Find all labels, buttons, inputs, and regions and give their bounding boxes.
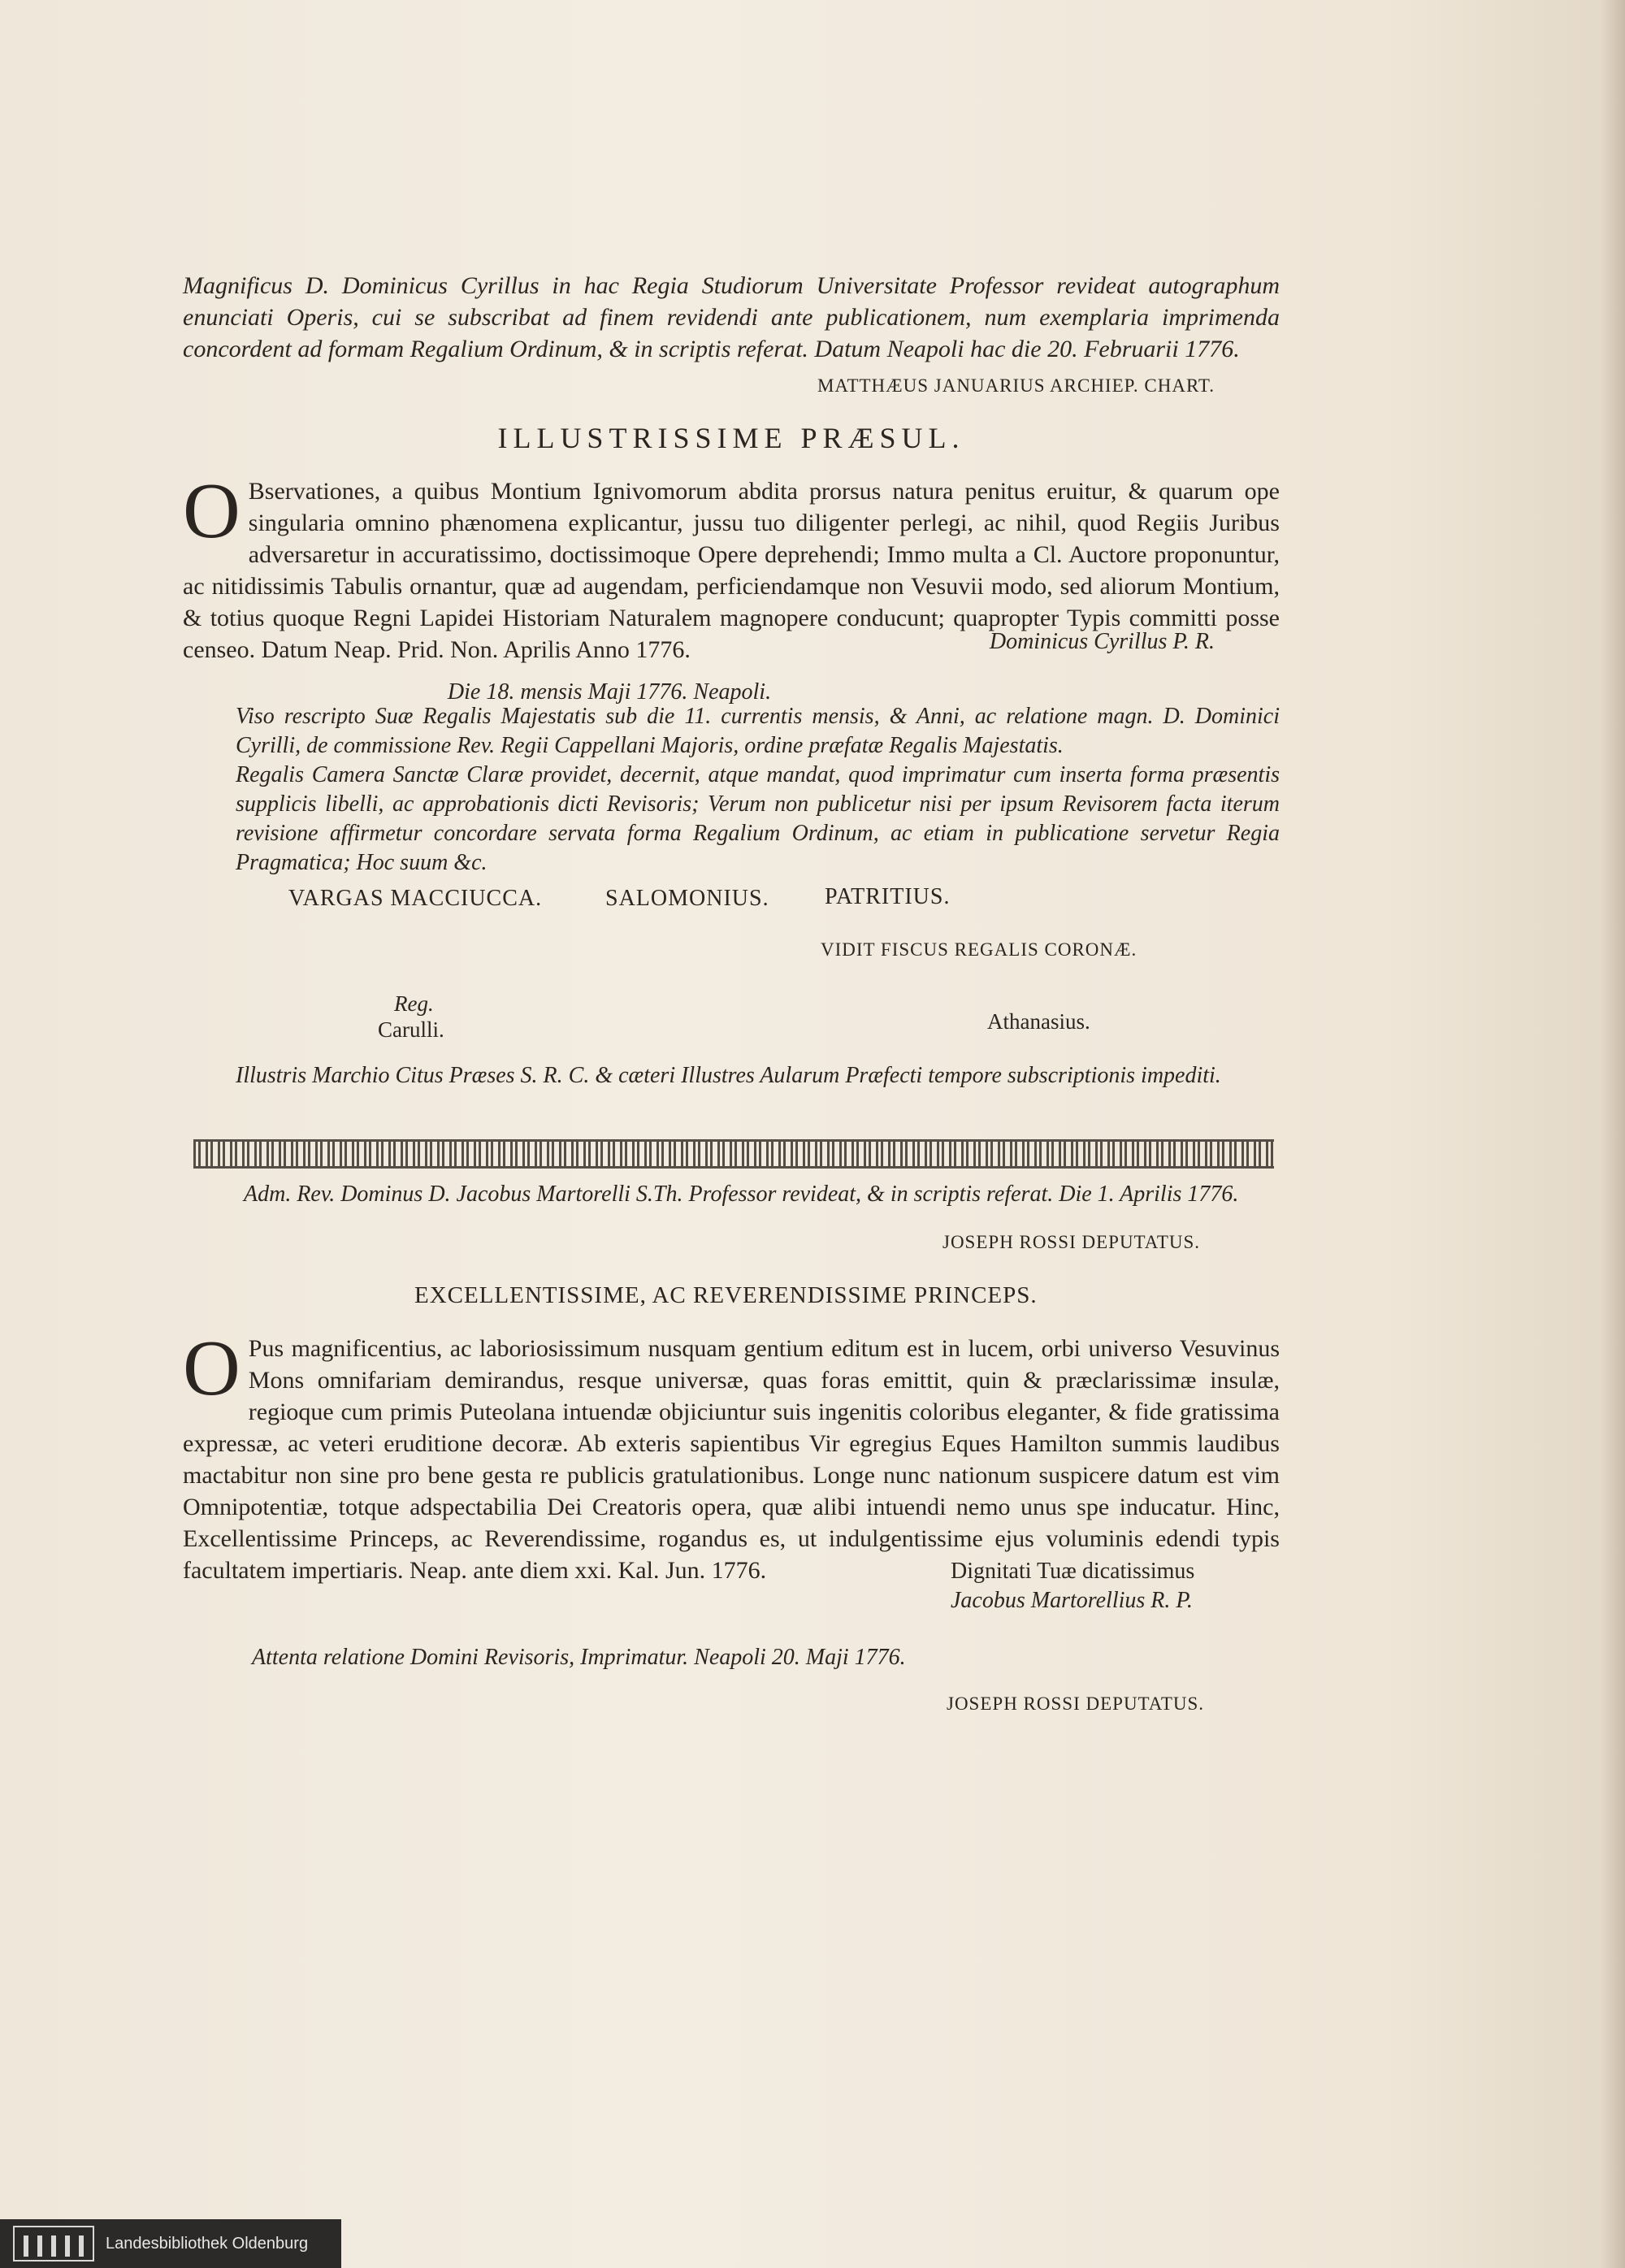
fiscus-signature: VIDIT FISCUS REGALIS CORONÆ. xyxy=(821,939,1138,960)
decree-para2 xyxy=(236,761,1280,878)
approval1-heading: ILLUSTRISSIME PRÆSUL. xyxy=(497,422,965,454)
athanasius-signature: Athanasius. xyxy=(987,1009,1090,1034)
library-name: Landesbibliothek Oldenburg xyxy=(106,2234,309,2253)
final-imprimatur: Attenta relatione Domini Revisoris, Imprimatur. Neapoli 20. Maji 1776. xyxy=(252,1645,906,1670)
library-footer-bar xyxy=(0,2219,341,2268)
approval2-closing: Dignitati Tuæ dicatissimus xyxy=(951,1559,1195,1584)
imprimatur-martorelli-text: Adm. Rev. Dominus D. Jacobus Martorelli S.Th. Professor revideat, & in scriptis referat. Die 1. Aprilis 1776. xyxy=(244,1182,1239,1207)
imprimatur-cyrillus-text: Magnificus D. Dominicus Cyrillus in hac Regia Studiorum Universitate Professor revideat autographum enunciati Operis, cui se subscribat ad finem revidendi ante publicationem, num exemplaria imprimenda concordent ad formam Regalium Ordinum, & in scriptis referat. Datum Neapoli hac die 20. Februarii 1776. xyxy=(183,272,1280,362)
decree-para2-text: Regalis Camera Sanctæ Claræ providet, decernit, atque mandat, quod imprimatur cum inserta forma præsentis supplicis libelli, ac approbationis dicti Revisoris; Verum non publicetur nisi per ipsum Revisorem facta iterum revisione affirmetur concordare servata forma Regalium Ordinum, ac etiam in publicatione servetur Regia Pragmatica; Hoc suum &c. xyxy=(236,762,1280,875)
decree-note-text: Illustris Marchio Citus Præses S. R. C. & cæteri Illustres Aularum Præfecti tempore subscriptionis impediti. xyxy=(236,1063,1221,1088)
decree-note xyxy=(236,1061,1280,1091)
rossi-signature-2: JOSEPH ROSSI DEPUTATUS. xyxy=(947,1693,1205,1714)
approval1-text: Bservationes, a quibus Montium Ignivomorum abdita prorsus natura penitus eruitur, & quarum ope singularia omnino phænomena explicantur, jussu tuo diligenter perlegi, ac nihil, quod Regiis Juribus adversaretur in accuratissimo, doctissimoque Opere deprehendi; Immo multa a Cl. Auctore proponuntur, ac nitidissimis Tabulis ornantur, quæ ad augendam, perficiendamque non Vesuvii modo, sed aliorum Montium, & totius quoque Regni Lapidei Historiam Naturalem magnopere conducunt; quapropter Typis committi posse censeo. Datum Neap. Prid. Non. Aprilis Anno 1776. xyxy=(183,478,1280,663)
approval2-body xyxy=(183,1325,1280,1586)
decree-para1-text: Viso rescripto Suæ Regalis Majestatis sub die 11. currentis mensis, & Anni, ac relatione magn. D. Dominici Cyrilli, de commissione Rev. Regii Cappellani Majoris, ordine præfatæ Regalis Majestatis. xyxy=(236,704,1280,758)
imprimatur-martorelli xyxy=(244,1180,1280,1209)
page-edge-shadow xyxy=(1601,0,1625,2268)
imprimatur-cyrillus xyxy=(183,270,1280,365)
approval1-dropcap: O xyxy=(183,467,240,555)
decorative-border-rule xyxy=(193,1139,1274,1169)
decree-para1 xyxy=(236,702,1280,761)
rossi-signature-1: JOSEPH ROSSI DEPUTATUS. xyxy=(942,1232,1201,1252)
martorellius-signature: Jacobus Martorellius R. P. xyxy=(951,1588,1193,1613)
cyrillus-signature: Dominicus Cyrillus P. R. xyxy=(989,629,1215,654)
library-building-icon xyxy=(13,2226,94,2261)
signer-vargas: VARGAS MACCIUCCA. xyxy=(288,886,543,911)
reg-label: Reg. xyxy=(394,991,434,1016)
approval2-heading: EXCELLENTISSIME, AC REVERENDISSIME PRINCEPS. xyxy=(414,1282,1038,1308)
archbishop-signature: MATTHÆUS JANUARIUS ARCHIEP. CHART. xyxy=(817,375,1215,396)
approval2-text: Pus magnificentius, ac laboriosissimum nusquam gentium editum est in lucem, orbi universo Vesuvinus Mons omnifariam demirandus, resque universæ, quas foras emittit, quin & præclarissimæ insulæ, regioque cum primis Puteolana intuendæ objiciuntur suis ingenitis coloribus eleganter, & fide gratissima expressæ, ac veteri eruditione decoræ. Ab exteris sapientibus Vir egregius Eques Hamilton summis laudibus mactabitur non sine pro bene gesta re publicis gratulationibus. Longe nunc nationum suspicere datum est vim Omnipotentiæ, totque adspectabilia Dei Creatoris opera, quæ alibi intuendi nemo unus spe inducatur. Hinc, Excellentissime Princeps, ac Reverendissime, rogandus es, ut indulgentissime ejus voluminis edendi typis facultatem impertiaris. Neap. ante diem xxi. Kal. Jun. 1776. xyxy=(183,1335,1280,1584)
approval2-dropcap: O xyxy=(183,1325,240,1412)
decree-date: Die 18. mensis Maji 1776. Neapoli. xyxy=(447,679,772,705)
signer-patritius: PATRITIUS. xyxy=(825,884,951,909)
signer-salomonius: SALOMONIUS. xyxy=(605,886,769,911)
carulli-signature: Carulli. xyxy=(378,1017,444,1042)
